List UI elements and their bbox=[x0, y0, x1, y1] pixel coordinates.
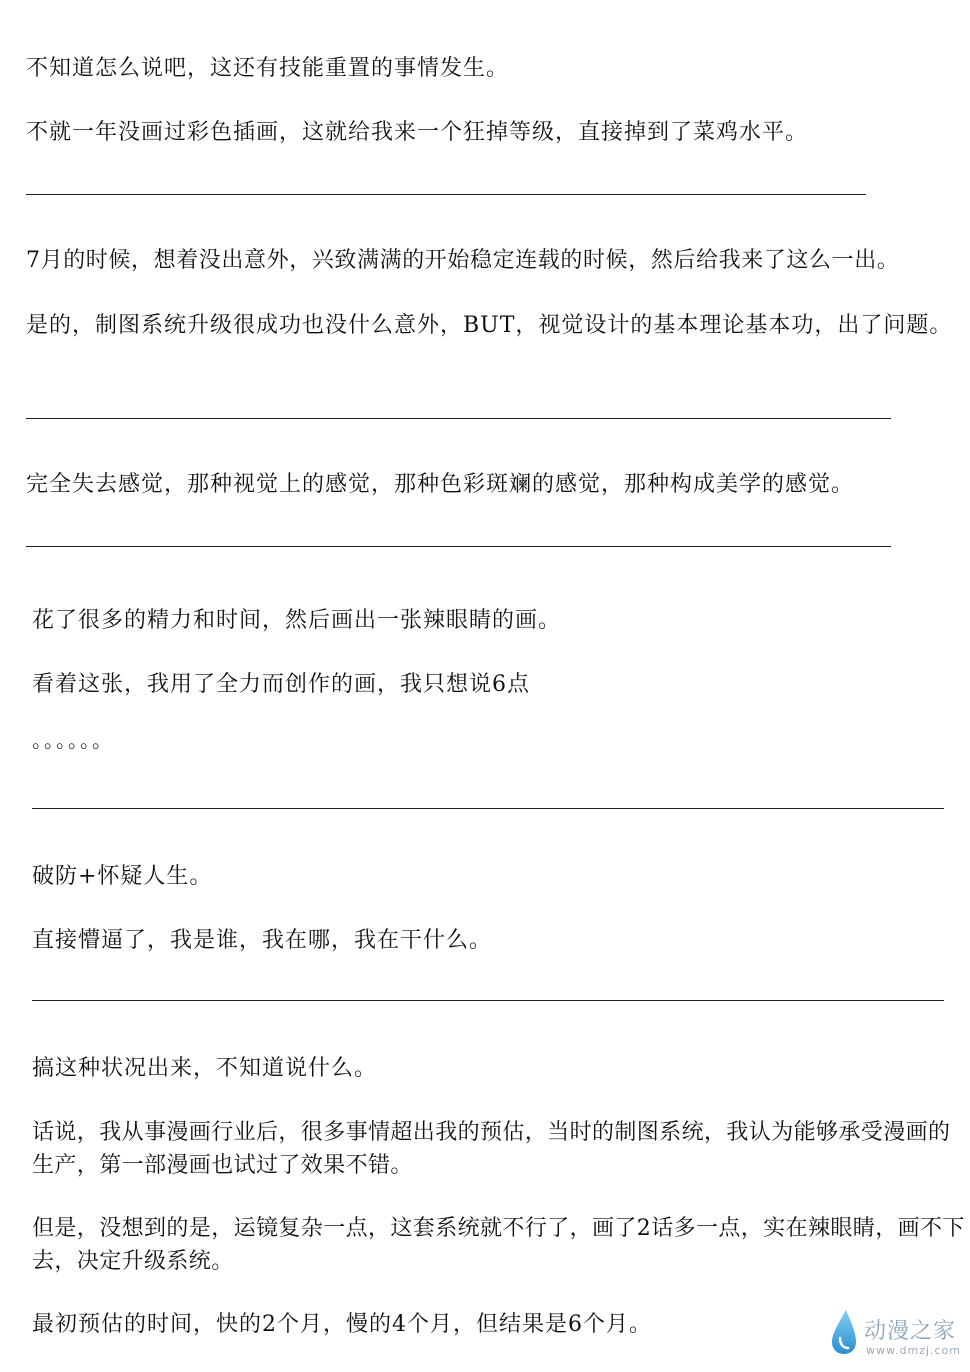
paragraph-7: 看着这张，我用了全力而创作的画，我只想说6点 bbox=[32, 672, 530, 697]
paragraph-1: 不知道怎么说吧，这还有技能重置的事情发生。 bbox=[26, 56, 510, 81]
paragraph-5: 完全失去感觉，那种视觉上的感觉，那种色彩斑斓的感觉，那种构成美学的感觉。 bbox=[26, 472, 855, 497]
paragraph-6: 花了很多的精力和时间，然后画出一张辣眼睛的画。 bbox=[32, 608, 562, 633]
divider-3 bbox=[26, 546, 891, 547]
site-watermark bbox=[828, 1306, 961, 1366]
paragraph-12: 但是，没想到的是，运镜复杂一点，这套系统就不行了，画了2话多一点，实在辣眼睛，画不下去，决定升级系统。 bbox=[32, 1216, 965, 1274]
ellipsis-dots: 。。。。。。 bbox=[32, 728, 114, 752]
watermark-url: www.dmzj.com bbox=[866, 1344, 961, 1357]
paragraph-8: 破防+怀疑人生。 bbox=[32, 864, 213, 889]
watermark-brand: 动漫之家 bbox=[864, 1319, 957, 1344]
paragraph-4: 是的，制图系统升级很成功也没什么意外，BUT，视觉设计的基本理论基本功，出了问题。 bbox=[26, 313, 953, 338]
divider-1 bbox=[26, 194, 866, 195]
water-drop-icon bbox=[828, 1308, 860, 1356]
paragraph-11: 话说，我从事漫画行业后，很多事情超出我的预估，当时的制图系统，我认为能够承受漫画的生产，第一部漫画也试过了效果不错。 bbox=[32, 1120, 951, 1178]
divider-4 bbox=[32, 808, 944, 809]
paragraph-13: 最初预估的时间，快的2个月，慢的4个月，但结果是6个月。 bbox=[32, 1312, 652, 1337]
paragraph-2: 不就一年没画过彩色插画，这就给我来一个狂掉等级，直接掉到了菜鸡水平。 bbox=[26, 120, 809, 145]
paragraph-10: 搞这种状况出来，不知道说什么。 bbox=[32, 1056, 378, 1081]
divider-5 bbox=[32, 1000, 944, 1001]
paragraph-3: 7月的时候，想着没出意外，兴致满满的开始稳定连载的时候，然后给我来了这么一出。 bbox=[26, 248, 900, 273]
divider-2 bbox=[26, 418, 891, 419]
paragraph-9: 直接懵逼了，我是谁，我在哪，我在干什么。 bbox=[32, 928, 493, 953]
